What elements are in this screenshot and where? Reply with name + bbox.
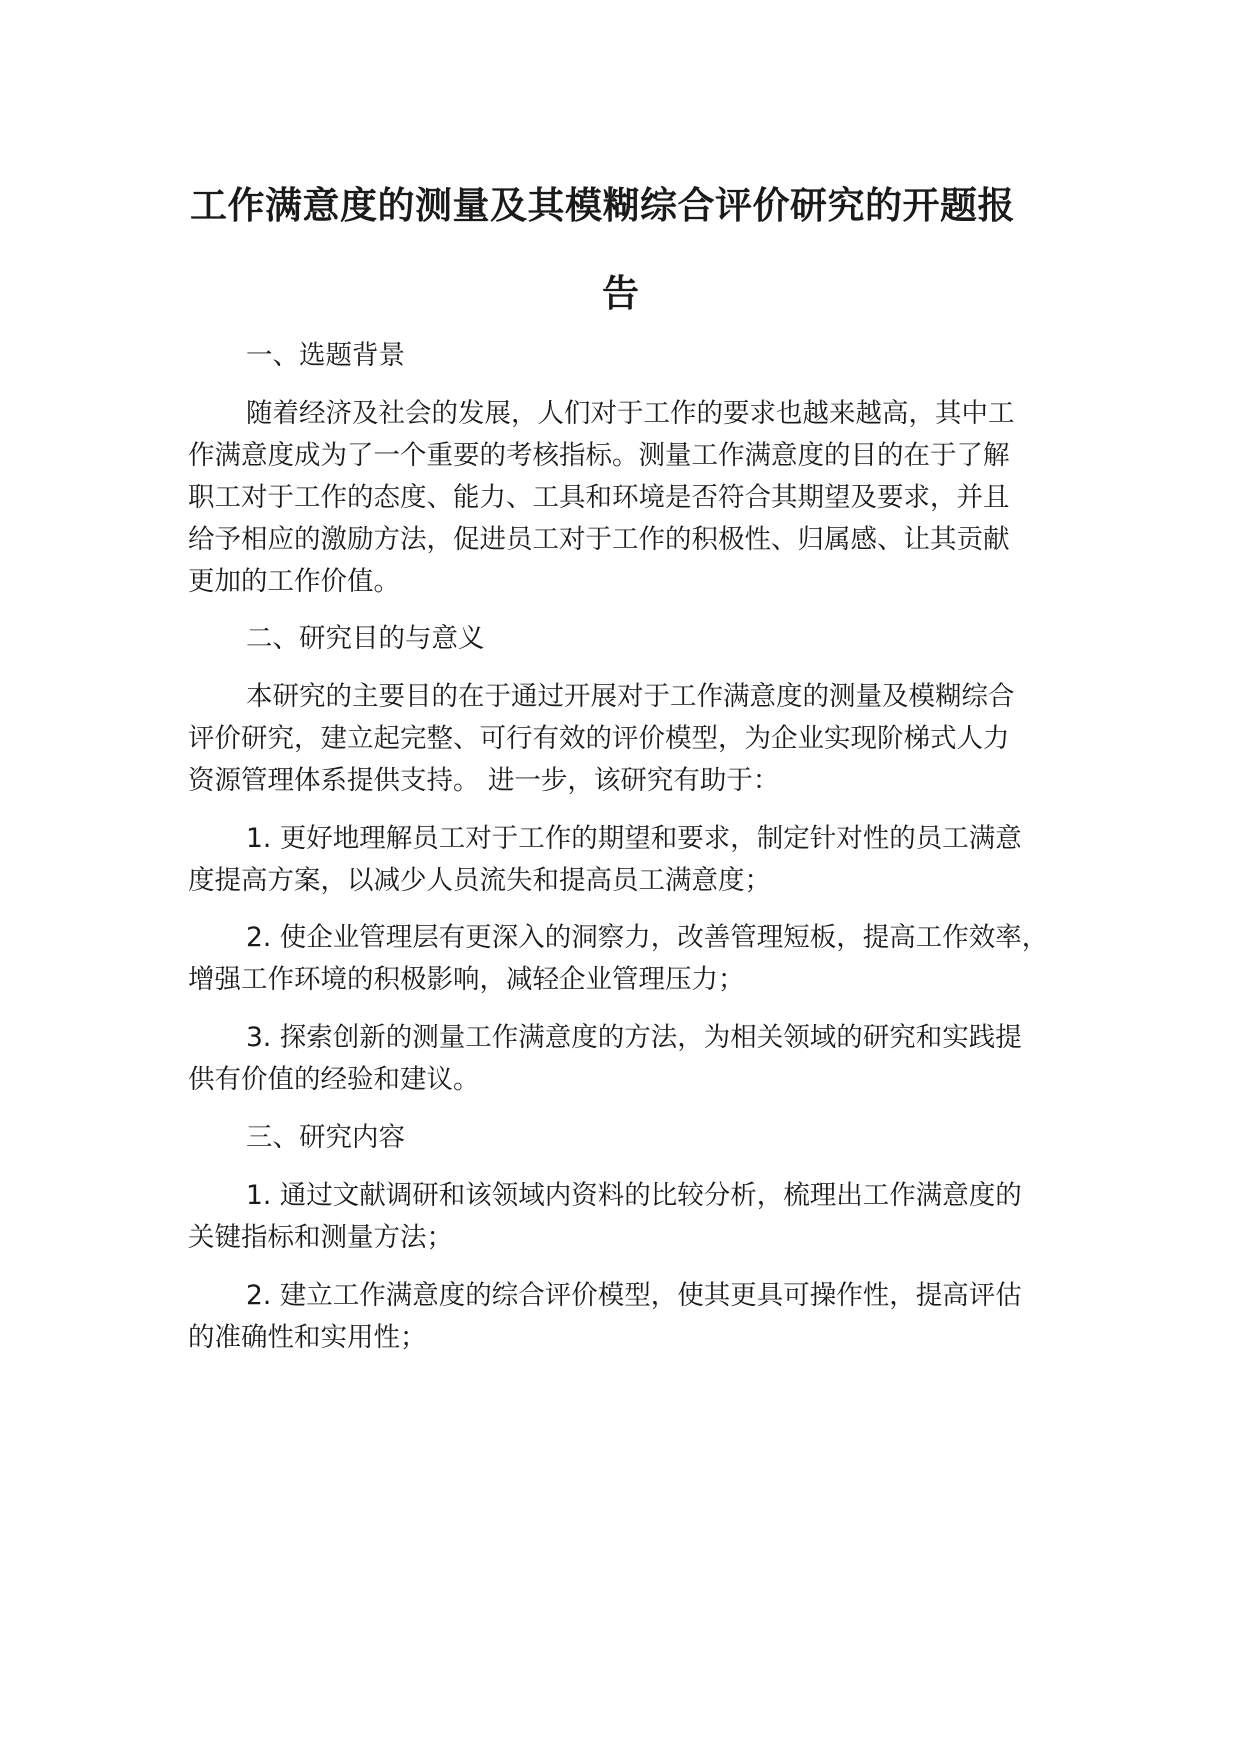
- paragraph-line: 本研究的主要目的在于通过开展对于工作满意度的测量及模糊综合: [246, 681, 1015, 712]
- paragraph-line: 给予相应的激励方法，促进员工对于工作的积极性、归属感、让其贡献: [188, 524, 1010, 555]
- section-heading-purpose: 二、研究目的与意义: [246, 623, 485, 654]
- paragraph-line: 资源管理体系提供支持。 进一步，该研究有助于：: [188, 765, 780, 796]
- list-item-line: 增强工作环境的积极影响，减轻企业管理压力；: [188, 964, 745, 995]
- list-item-line: 2. 使企业管理层有更深入的洞察力，改善管理短板，提高工作效率，: [246, 922, 1049, 953]
- section-heading-content: 三、研究内容: [246, 1122, 405, 1153]
- paragraph-line: 作满意度成为了一个重要的考核指标。测量工作满意度的目的在于了解: [188, 440, 1010, 471]
- paragraph-line: 评价研究，建立起完整、可行有效的评价模型，为企业实现阶梯式人力: [188, 723, 1010, 754]
- document-title-continuation: 告: [602, 272, 639, 315]
- list-item-line: 1. 更好地理解员工对于工作的期望和要求，制定针对性的员工满意: [246, 823, 1022, 854]
- paragraph-line: 更加的工作价值。: [188, 566, 400, 597]
- list-item-line: 3. 探索创新的测量工作满意度的方法，为相关领域的研究和实践提: [246, 1022, 1022, 1053]
- section-heading-background: 一、选题背景: [246, 340, 405, 371]
- list-item-line: 供有价值的经验和建议。: [188, 1064, 480, 1095]
- list-item-line: 1. 通过文献调研和该领域内资料的比较分析，梳理出工作满意度的: [246, 1180, 1022, 1211]
- list-item-line: 的准确性和实用性；: [188, 1322, 427, 1353]
- document-title: 工作满意度的测量及其模糊综合评价研究的开题报: [190, 184, 1015, 227]
- list-item-line: 2. 建立工作满意度的综合评价模型，使其更具可操作性，提高评估: [246, 1280, 1022, 1311]
- paragraph-line: 职工对于工作的态度、能力、工具和环境是否符合其期望及要求，并且: [188, 482, 1010, 513]
- list-item-line: 度提高方案，以减少人员流失和提高员工满意度；: [188, 865, 771, 896]
- paragraph-line: 随着经济及社会的发展，人们对于工作的要求也越来越高，其中工: [246, 398, 1015, 429]
- list-item-line: 关键指标和测量方法；: [188, 1222, 453, 1253]
